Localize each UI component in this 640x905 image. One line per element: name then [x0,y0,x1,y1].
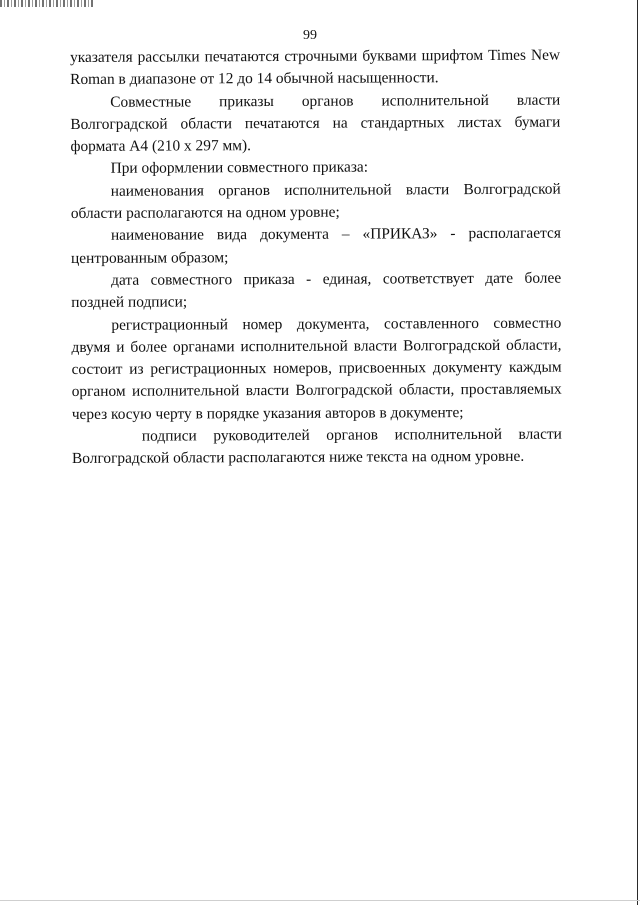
paragraph-mailing-list-font: указателя рассылки печатаются строчными буквами шрифтом Times New Roman в диапазоне от 12 до 14 обычной насыщенности. [70,46,561,89]
scan-artifact [0,0,95,7]
document-body [70,45,562,471]
list-item-order-date: дата совместного приказа - единая, соответствует дате более поздней подписи; [71,269,562,312]
page-edge-bottom [0,900,640,901]
page-number: 99 [303,28,317,43]
paragraph-joint-orders-format: Совместные приказы органов исполнительной власти Волгоградской области печатаются на стандартных листах бумаги формата А4 (210 х 297 мм). [70,91,561,156]
list-item-registration-number: регистрационный номер документа, составленного совместно двумя и более органами исполнительной власти Волгоградской области, состоит из регистрационных номеров, присвоенных документу каждым органом исполнительной власти Волгоградской области, проставляемых через косую черту в порядке указания авторов в документе; [71,314,562,423]
list-item-signatures: подписи руководителей органов исполнительной власти Волгоградской области располагаются ниже текста на одном уровне. [71,425,562,468]
paragraph-joint-order-intro: При оформлении совместного приказа: [110,159,369,178]
list-item-authority-names: наименования органов исполнительной власти Волгоградской области располагаются на одном уровне; [70,180,561,223]
list-item-document-type: наименование вида документа – «ПРИКАЗ» - располагается центрованным образом; [70,224,561,267]
page-edge [637,0,638,905]
